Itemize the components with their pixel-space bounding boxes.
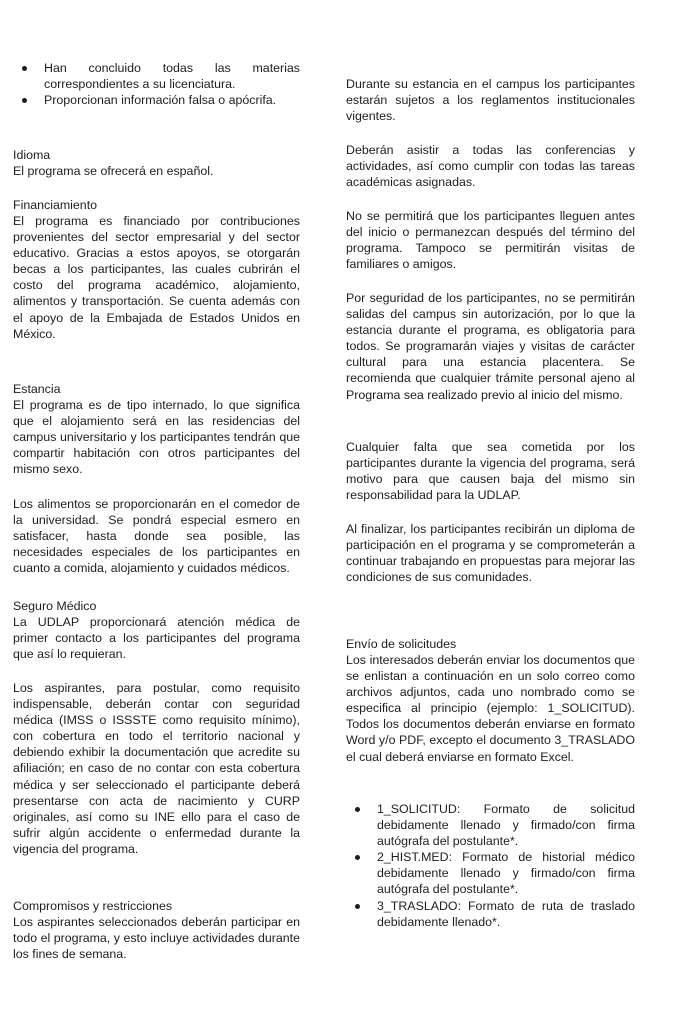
right-paragraph-5: Cualquier falta que sea cometida por los participantes durante la vigencia del programa, será motivo para que causen baja del mismo sin responsabilidad para la UDLAP.	[346, 440, 635, 503]
list-item: 2_HIST.MED: Formato de historial médico debidamente llenado y firmado/con firma autógrafa del postulante*.	[346, 849, 635, 897]
exclusion-list	[13, 60, 300, 108]
compromisos-text: Los aspirantes seleccionados deberán participar en todo el programa, y esto incluye actividades durante los fines de semana.	[13, 915, 300, 962]
seguro-paragraph-1: La UDLAP proporcionará atención médica de primer contacto a los participantes del programa que así lo requieran.	[13, 615, 300, 662]
estancia-paragraph-1: El programa es de tipo internado, lo que significa que el alojamiento será en las residencias del campus universitario y los participantes tendrán que compartir habitación con otros participantes del mismo sexo.	[13, 398, 300, 477]
list-item: Han concluido todas las materias correspondientes a su licenciatura.	[13, 60, 300, 92]
financiamiento-heading: Financiamiento	[13, 198, 98, 212]
list-item: Proporcionan información falsa o apócrifa.	[13, 92, 300, 108]
financiamiento-text: El programa es financiado por contribuciones provenientes del sector empresarial y del sector educativo. Gracias a estos apoyos, se otorgarán becas a los participantes, las cuales cubrirán el costo del programa académico, alojamiento, alimentos y transportación. Se cuenta además con el apoyo de la Embajada de Estados Unidos en México.	[13, 214, 300, 341]
envio-text: Los interesados deberán enviar los documentos que se enlistan a continuación en un solo correo como archivos adjuntos, cada uno nombrado como se especifica al principio (ejemplo: 1_SOLICITUD). Todos los documentos deberán enviarse en formato Word y/o PDF, excepto el documento 3_TRASLADO el cual deberá enviarse en formato Excel.	[346, 653, 635, 764]
estancia-heading: Estancia	[13, 382, 61, 396]
list-item: 3_TRASLADO: Formato de ruta de traslado debidamente llenado*.	[346, 898, 635, 930]
right-paragraph-4: Por seguridad de los participantes, no se permitirán salidas del campus sin autorización, por lo que la estancia durante el programa, es obligatoria para todos. Se programarán viajes y visitas de carácter cultural para una estancia placentera. Se recomienda que cualquier trámite personal ajeno al Programa sea realizado previo al inicio del mismo.	[346, 291, 635, 402]
right-paragraph-6: Al finalizar, los participantes recibirán un diploma de participación en el programa y se comprometerán a continuar trabajando en propuestas para mejorar las condiciones de sus comunidades.	[346, 522, 635, 585]
idioma-text: El programa se ofrecerá en español.	[13, 164, 214, 178]
estancia-paragraph-2: Los alimentos se proporcionarán en el comedor de la universidad. Se pondrá especial esmero en satisfacer, hasta donde sea posible, las necesidades especiales de los participantes en cuanto a comida, alojamiento y cuidados médicos.	[13, 497, 300, 576]
right-paragraph-1: Durante su estancia en el campus los participantes estarán sujetos a los reglamentos institucionales vigentes.	[346, 77, 635, 124]
documents-list	[346, 801, 635, 930]
compromisos-heading: Compromisos y restricciones	[13, 899, 173, 913]
right-paragraph-2: Deberán asistir a todas las conferencias y actividades, así como cumplir con todas las tareas académicas asignadas.	[346, 143, 635, 190]
idioma-heading: Idioma	[13, 148, 51, 162]
envio-heading: Envío de solicitudes	[346, 637, 457, 651]
seguro-heading: Seguro Médico	[13, 599, 97, 613]
right-paragraph-3: No se permitirá que los participantes lleguen antes del inicio o permanezcan después del término del programa. Tampoco se permitirán visitas de familiares o amigos.	[346, 209, 635, 272]
list-item: 1_SOLICITUD: Formato de solicitud debidamente llenado y firmado/con firma autógrafa del postulante*.	[346, 801, 635, 849]
seguro-paragraph-2: Los aspirantes, para postular, como requisito indispensable, deberán contar con seguridad médica (IMSS o ISSSTE como requisito mínimo), con cobertura en todo el territorio nacional y debiendo exhibir la documentación que acredite su afiliación; en caso de no contar con esta cobertura médica y ser seleccionado el participante deberá presentarse con acta de nacimiento y CURP originales, así como su INE ello para el caso de sufrir algún accidente o enfermedad durante la vigencia del programa.	[13, 681, 300, 856]
